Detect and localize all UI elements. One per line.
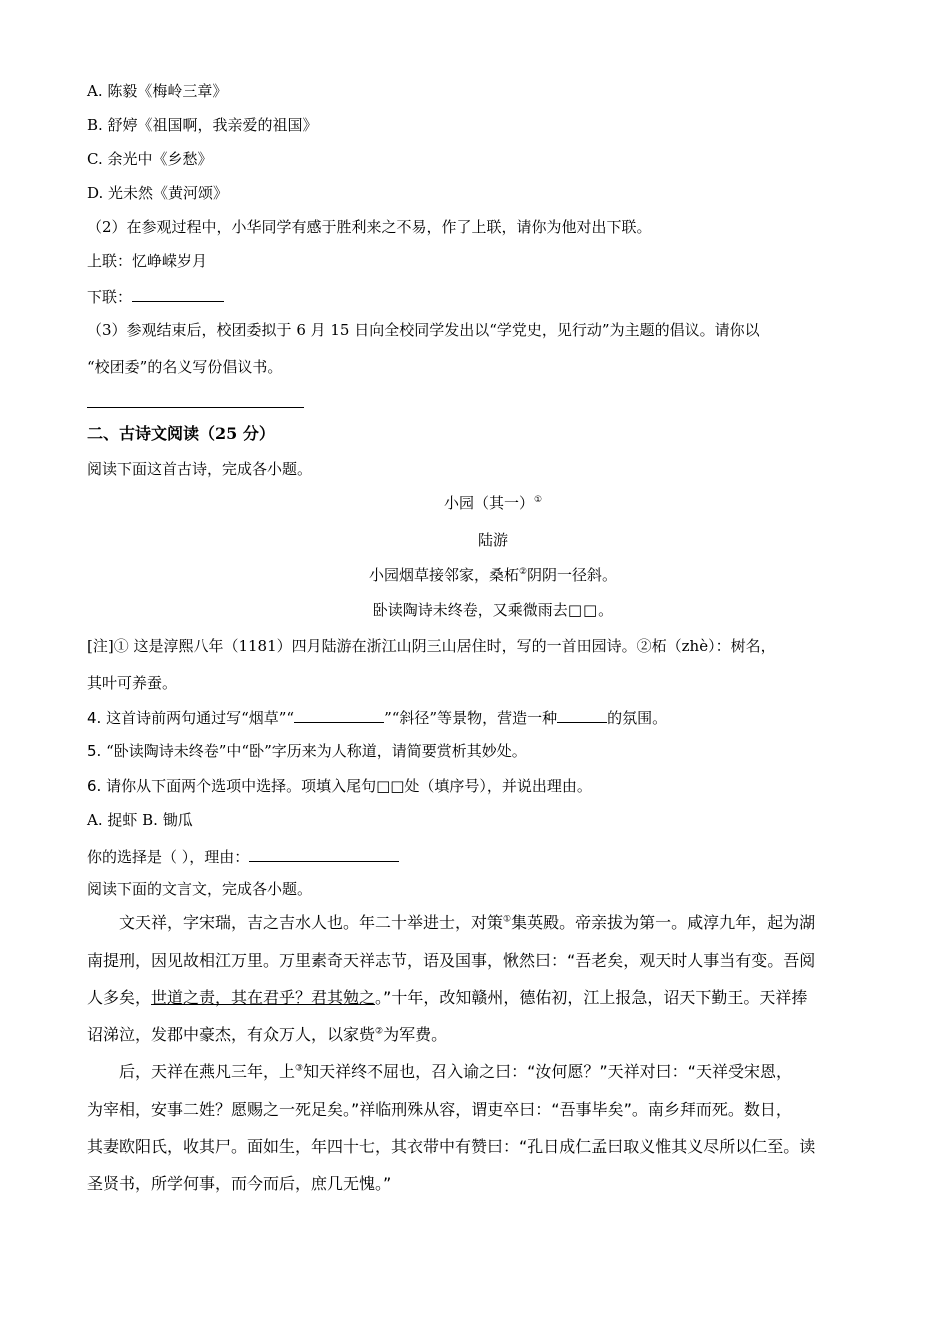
answer-line[interactable] — [87, 407, 304, 408]
poem-title — [0, 493, 950, 513]
classical-p1-line-1-b: 集英殿。帝亲拔为第一。咸淳九年，起为湖 — [511, 913, 816, 932]
question-4-blank-2[interactable] — [557, 706, 607, 723]
classical-p1-line-3 — [87, 988, 807, 1008]
question-6-choice-label: 你的选择是（ ），理由： — [87, 848, 250, 866]
option-c: C. 余光中《乡愁》 — [87, 150, 213, 168]
classical-p1-line-1 — [119, 913, 815, 933]
classical-p1-line-1-a: 文天祥，字宋瑞，吉之吉水人也。年二十举进士，对策 — [119, 913, 504, 932]
poem-line-1-a: 小园烟草接邻家，桑柘 — [368, 566, 519, 584]
classical-instruction: 阅读下面的文言文，完成各小题。 — [87, 880, 313, 898]
question-5-text: . “卧读陶诗未终卷”中“卧”字历来为人称道，请简要赏析其妙处。 — [96, 742, 527, 760]
classical-p2-line-1-note: ③ — [295, 1063, 304, 1074]
classical-p2-line-3: 其妻欧阳氏，收其尸。面如生，年四十七，其衣带中有赞曰：“孔日成仁孟曰取义惟其义尽所以仁至。读 — [87, 1137, 816, 1156]
question-6-number: 6 — [87, 777, 97, 795]
classical-p1-line-4 — [87, 1025, 447, 1045]
option-b: B. 舒婷《祖国啊，我亲爱的祖国》 — [87, 116, 318, 134]
question-4-text-a: . 这首诗前两句通过写“烟草”“ — [96, 709, 295, 727]
question-4-text-c: 的氛围。 — [607, 709, 668, 727]
poem-line-2-a: 卧读陶诗未终卷，又乘微雨去 — [372, 601, 568, 619]
question-3-line-1: （3）参观结束后，校团委拟于 6 月 15 日向全校同学发出以“学党史，见行动”为主题的倡议。请你以 — [87, 321, 760, 339]
lower-couplet-label: 下联： — [87, 288, 133, 306]
question-2-prompt: （2）在参观过程中，小华同学有感于胜利来之不易，作了上联，请你为他对出下联。 — [87, 218, 652, 236]
poem-note-line-1: [注]① 这是淳熙八年（1181）四月陆游在浙江山阴三山居住时，写的一首田园诗。②柘（zhè）：树名， — [87, 637, 776, 655]
classical-p2-line-1-b: 知天祥终不屈也，召入谕之曰：“汝何愿？”天祥对曰：“天祥受宋恩， — [303, 1062, 792, 1081]
poem-line-1-b: 阴阴一径斜。 — [527, 566, 618, 584]
option-a: A. 陈毅《梅岭三章》 — [87, 82, 228, 100]
poem-line-1 — [0, 565, 950, 585]
question-6-choice — [87, 845, 399, 867]
classical-p1-line-2: 南提刑，因见故相江万里。万里素奇天祥志节，语及国事，愀然曰：“吾老矣，观天时人事当有变。吾阅 — [87, 951, 816, 970]
question-4 — [87, 706, 667, 728]
classical-p2-line-4: 圣贤书，所学何事，而今而后，庶几无愧。” — [87, 1174, 392, 1193]
lower-couplet-blank[interactable] — [132, 285, 224, 302]
poem-note-line-2: 其叶可养蚕。 — [87, 674, 178, 692]
upper-couplet: 上联：忆峥嵘岁月 — [87, 252, 208, 270]
question-4-blank-1[interactable] — [294, 706, 384, 723]
question-4-number: 4 — [87, 709, 97, 727]
question-3-line-2: “校团委”的名义写份倡议书。 — [87, 358, 283, 376]
question-5-number: 5 — [87, 742, 97, 760]
poem-line-1-note: ② — [518, 567, 528, 577]
question-6-options: A. 捉虾 B. 锄瓜 — [87, 811, 193, 829]
question-6 — [87, 776, 592, 796]
classical-p2-line-1 — [119, 1062, 792, 1082]
poem-line-2-b: 。 — [598, 601, 614, 619]
classical-underlined-sentence: 世道之责，其在君乎？君其勉之 — [151, 988, 376, 1007]
classical-p1-line-4-note: ② — [375, 1026, 384, 1037]
section-title: 二、古诗文阅读（25 分） — [87, 424, 275, 443]
classical-p2-line-2: 为宰相，安事二姓？愿赐之一死足矣。”祥临刑殊从容，谓吏卒曰：“吾事毕矣”。南乡拜而死。数日， — [87, 1100, 792, 1119]
lower-couplet — [87, 285, 224, 307]
classical-p1-line-3-b: 。”十年，改知赣州，德佑初，江上报急，诏天下勤王。天祥捧 — [375, 988, 808, 1007]
classical-p1-line-4-b: 为军费。 — [383, 1025, 448, 1044]
poem-line-2 — [0, 600, 950, 620]
classical-p2-line-1-a: 后，天祥在燕凡三年，上 — [119, 1062, 296, 1081]
poem-author: 陆游 — [477, 531, 508, 549]
classical-p1-line-3-a: 人多矣， — [87, 988, 152, 1007]
question-5 — [87, 741, 527, 761]
poem-line-2-boxes: □□ — [567, 601, 599, 619]
poem-title-text: 小园（其一） — [443, 494, 534, 512]
question-4-text-b: ”“斜径”等景物，营造一种 — [384, 709, 558, 727]
question-6-text: . 请你从下面两个选项中选择。项填入尾句□□处（填序号），并说出理由。 — [96, 777, 592, 795]
poem-title-note: ① — [533, 495, 543, 505]
poem-instruction: 阅读下面这首古诗，完成各小题。 — [87, 460, 313, 478]
question-6-reason-blank[interactable] — [249, 845, 399, 862]
option-d: D. 光未然《黄河颂》 — [87, 184, 229, 202]
classical-p1-line-4-a: 诏涕泣，发郡中豪杰，有众万人，以家赀 — [87, 1025, 376, 1044]
classical-p1-line-1-note: ① — [503, 914, 512, 925]
